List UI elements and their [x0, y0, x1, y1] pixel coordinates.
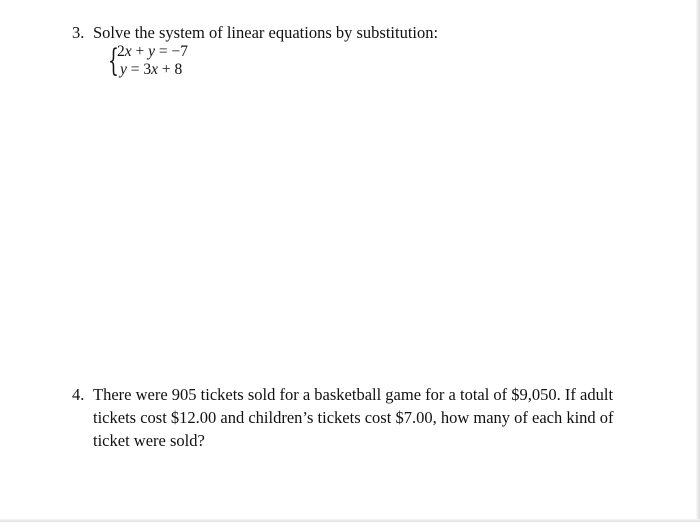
problem-4	[72, 383, 632, 452]
problem-number: 4.	[72, 385, 85, 404]
problem-3	[72, 21, 672, 44]
problem-text: There were 905 tickets sold for a basketball game for a total of $9,050. If adult tickets cost $12.00 and children’s tickets cost $7.00, how many of each kind of ticket were sold?	[93, 385, 614, 450]
equation-2: y = 3x + 8	[120, 61, 183, 78]
left-brace: {	[108, 43, 119, 79]
page-edge-right	[696, 0, 700, 522]
problem-text: Solve the system of linear equations by substitution:	[93, 23, 439, 42]
equation-1: 2x + y = −7	[117, 43, 189, 60]
problem-number: 3.	[72, 23, 85, 42]
